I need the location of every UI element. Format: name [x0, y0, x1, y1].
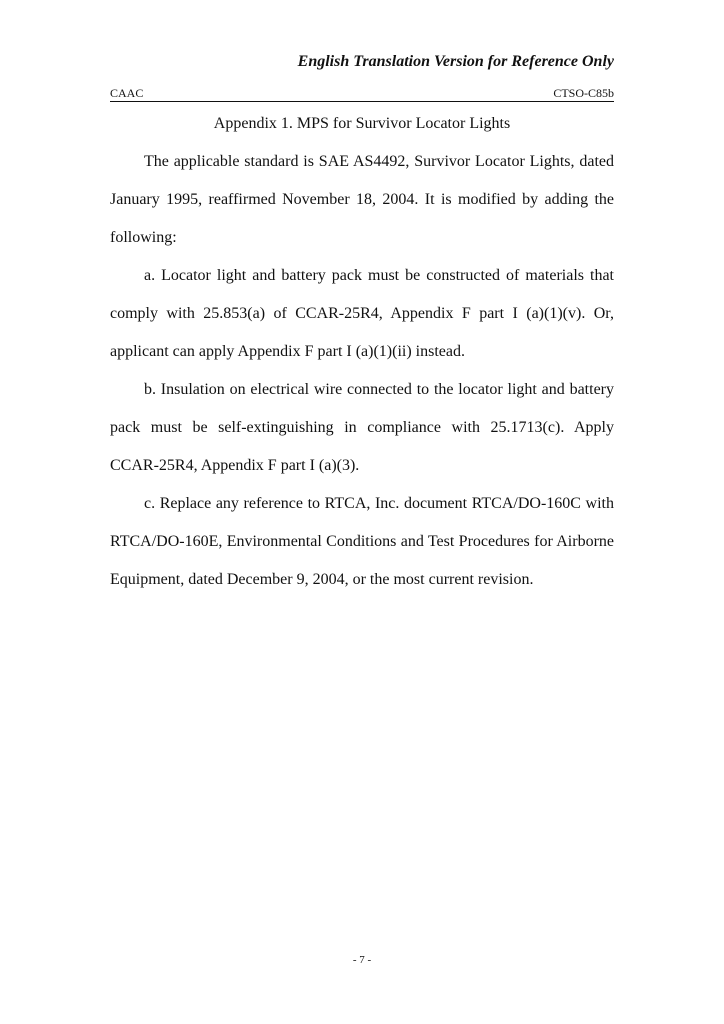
paragraph-item-c: c. Replace any reference to RTCA, Inc. document RTCA/DO-160C with RTCA/DO-160E, Environmental Conditions and Test Procedures for Airborne Equipment, dated December 9, 2004, or the most current revision.: [110, 495, 614, 588]
page-title-text: Appendix 1. MPS for Survivor Locator Lights: [213, 115, 511, 132]
header-right-label: CTSO-C85b: [553, 86, 614, 100]
paragraph-intro: The applicable standard is SAE AS4492, Survivor Locator Lights, dated January 1995, reaffirmed November 18, 2004. It is modified by adding the following:: [110, 153, 614, 246]
document-body: [110, 143, 614, 599]
header-divider: [110, 101, 614, 102]
page-header: [110, 84, 614, 102]
paragraph-item-b: b. Insulation on electrical wire connected to the locator light and battery pack must be self-extinguishing in compliance with 25.1713(c). Apply CCAR-25R4, Appendix F part I (a)(3).: [110, 381, 614, 474]
page-number: - 7 -: [352, 954, 372, 966]
page-title: [110, 113, 614, 135]
translation-banner: English Translation Version for Reference Only: [297, 53, 614, 70]
paragraph-item-a: a. Locator light and battery pack must be constructed of materials that comply with 25.853(a) of CCAR-25R4, Appendix F part I (a)(1)(v). Or, applicant can apply Appendix F part I (a)(1)(ii) instead.: [110, 267, 614, 360]
header-left-label: CAAC: [110, 86, 144, 100]
